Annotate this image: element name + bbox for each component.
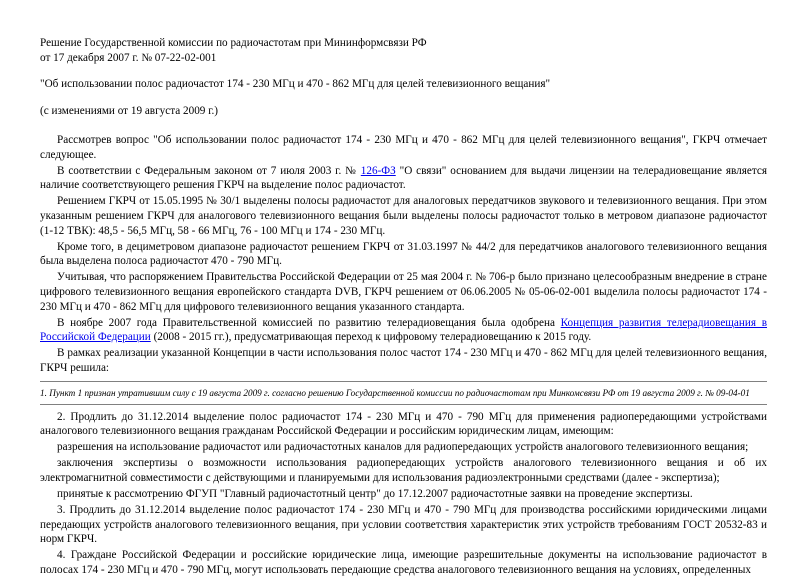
law-126-fz-link[interactable]: 126-ФЗ bbox=[360, 164, 396, 177]
paragraph-5: Учитывая, что распоряжением Правительства Российской Федерации от 25 мая 2004 г. № 706-р было признано целесообразным внедрение в стране цифрового телевизионного вещания европейского стандарта DVB, ГКРЧ решением от 06.06.2005 № 05-06-02-001 выделила полосы радиочастот 174 - 230 МГц и 470 - 862 МГц для цифрового телевизионного вещания указанного стандарта. bbox=[40, 271, 767, 313]
paragraph-4: Кроме того, в дециметровом диапазоне радиочастот решением ГКРЧ от 31.03.1997 № 44/2 для передатчиков аналогового телевизионного вещания была выделена полоса радиочастот 470 - 790 МГц. bbox=[40, 240, 767, 268]
paragraph-item-4: 4. Граждане Российской Федерации и российские юридические лица, имеющие разрешительные документы на использование радиочастот в полосах 174 - 230 МГц и 470 - 790 МГц, могут использовать передающие средства аналогового телевизионного вещания на условиях, определенных bbox=[40, 549, 767, 576]
paragraph-item-2: 2. Продлить до 31.12.2014 выделение полос радиочастот 174 - 230 МГц и 470 - 790 МГц для применения радиопередающими устройствами аналогового телевизионного вещания гражданам Российской Федерации и российским юридическим лицам, имеющим: bbox=[40, 410, 767, 438]
paragraph-7: В рамках реализации указанной Концепции в части использования полос частот 174 - 230 МГц и 470 - 862 МГц для целей телевизионного вещания, ГКРЧ решила: bbox=[40, 347, 767, 374]
doc-date-number: от 17 декабря 2007 г. № 07-22-02-001 bbox=[40, 51, 217, 64]
paragraph-6-after: (2008 - 2015 гг.), предусматривающая переход к цифровому телерадиовещанию к 2015 году. bbox=[150, 331, 592, 344]
paragraph-2 bbox=[40, 164, 767, 193]
doc-title: "Об использовании полос радиочастот 174 - 230 МГц и 470 - 862 МГц для целей телевизионного вещания" bbox=[40, 78, 551, 90]
note-separator-top bbox=[40, 381, 767, 382]
concept-link[interactable]: Концепция развития телерадиовещания в Российской Федерации bbox=[40, 316, 768, 344]
note-separator-bottom bbox=[40, 404, 767, 405]
paragraph-2-after: "О связи" основанием для выдачи лицензии на телерадиовещание является наличие соответствующего решения ГКРЧ на выделение полос радиочастот. bbox=[40, 164, 767, 192]
paragraph-1: Рассмотрев вопрос "Об использовании полос радиочастот 174 - 230 МГц и 470 - 862 МГц для целей телевизионного вещания", ГКРЧ отмечает следующее. bbox=[40, 134, 767, 161]
paragraph-item-3: 3. Продлить до 31.12.2014 выделение полос радиочастот 174 - 230 МГц и 470 - 790 МГц для производства российскими юридическими лицами передающих устройств аналогового телевизионного вещания, при условии соответствия характеристик этих устройств требованиям ГОСТ 20532-83 и норм ГКРЧ. bbox=[40, 504, 767, 546]
document-page bbox=[40, 36, 767, 579]
paragraph-3: Решением ГКРЧ от 15.05.1995 № 30/1 выделены полосы радиочастот для аналоговых передатчиков звукового и телевизионного вещания. При этом указанным решением ГКРЧ для аналогового телевизионного вещания были выделены полосы радиочастот только в метровом диапазоне радиочастот (1-12 ТВК): 48,5 - 56,5 МГц, 58 - 66 МГц, 76 - 100 МГц и 174 - 230 МГц. bbox=[40, 195, 767, 237]
paragraph-2-before: В соответствии с Федеральным законом от 7 июля 2003 г. № bbox=[57, 164, 361, 177]
paragraph-item-2-applications: принятые к рассмотрению ФГУП "Главный радиочастотный центр" до 17.12.2007 радиочастотные заявки на проведение экспертизы. bbox=[57, 487, 693, 500]
paragraph-item-2-expertise: заключения экспертизы о возможности использования радиопередающих устройств аналогового телевизионного вещания и об их электромагнитной совместимости с действующими и планируемыми для использования радиоэлектронными средствами (далее - экспертиза); bbox=[40, 457, 767, 484]
repealed-note: 1. Пункт 1 признан утратившим силу с 19 августа 2009 г. согласно решению Государственной комиссии по радиочастотам при Минкомсвязи РФ от 19 августа 2009 г. № 09-04-01 bbox=[40, 387, 750, 398]
paragraph-6-before: В ноябре 2007 года Правительственной комиссией по развитию телерадиовещания была одобрена bbox=[57, 316, 561, 329]
doc-issuer: Решение Государственной комиссии по радиочастотам при Мининформсвязи РФ bbox=[40, 37, 427, 49]
paragraph-item-2-permits: разрешения на использование радиочастот или радиочастотных каналов для радиопередающих устройств аналогового телевизионного вещания; bbox=[57, 441, 749, 454]
doc-changes-note: (с изменениями от 19 августа 2009 г.) bbox=[40, 104, 219, 117]
paragraph-6 bbox=[40, 316, 767, 345]
